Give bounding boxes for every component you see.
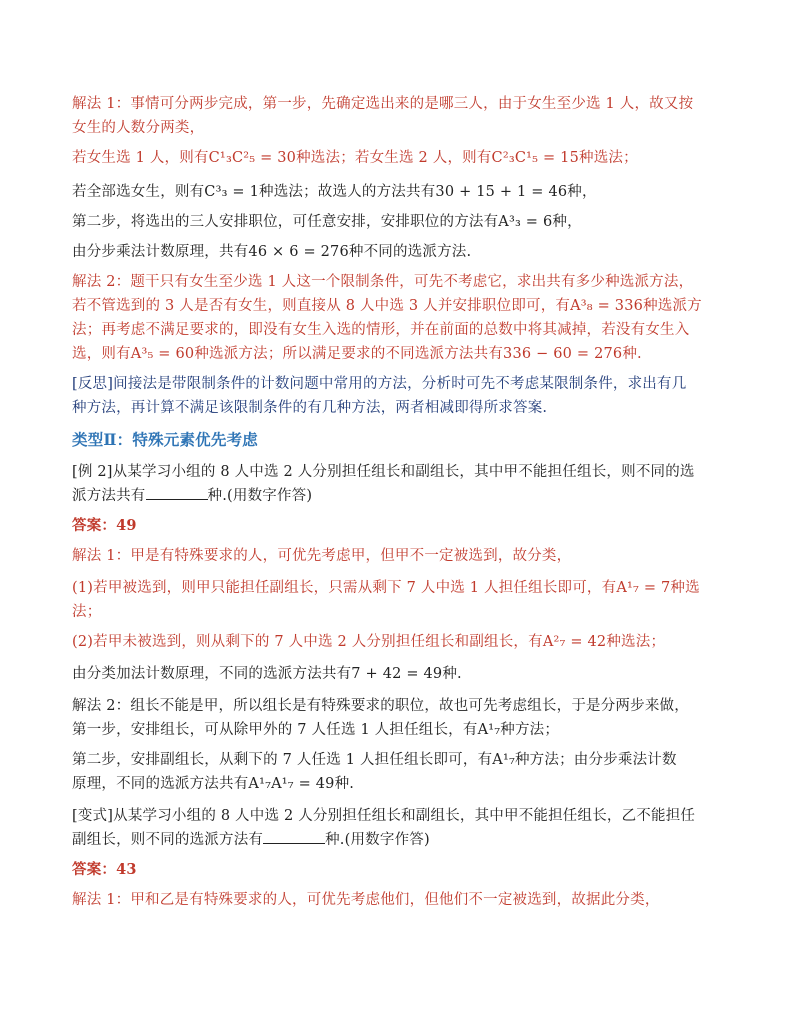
example2-line2 — [72, 484, 732, 508]
solution2-line2: 若不管选到的 3 人是否有女生，则直接从 8 人中选 3 人并安排职位即可，有A³₈ = 336种选派方 — [72, 298, 702, 314]
ex2-solution1-case2: (2)若甲未被选到，则从剩下的 7 人中选 2 人分别担任组长和副组长，有A²₇ = 42种选法； — [72, 634, 666, 650]
solution2-line1: 解法 2：题干只有女生至少选 1 人这一个限制条件，可先不考虑它，求出共有多少种选派方法， — [72, 274, 694, 290]
ex2-solution2-line2: 第一步，安排组长，可从除甲外的 7 人任选 1 人担任组长，有A¹₇种方法； — [72, 722, 560, 738]
answer-blank — [263, 829, 325, 844]
solution1-line4: 若全部选女生，则有C³₃ = 1种选法；故选人的方法共有30 + 15 + 1 = 46种， — [72, 184, 597, 200]
variant-text-before-blank: 副组长，则不同的选派方法有 — [72, 832, 264, 848]
answer-variant: 答案：43 — [72, 861, 137, 878]
variant-line2 — [72, 828, 732, 852]
example2-text-after-blank: 种.(用数字作答) — [207, 488, 313, 504]
variant-text-after-blank: 种.(用数字作答) — [325, 832, 430, 848]
solution1-line3: 若女生选 1 人，则有C¹₃C²₅ = 30种选法；若女生选 2 人，则有C²₃C¹₅ = 15种选法； — [72, 150, 638, 166]
solution1-line1: 解法 1：事情可分两步完成，第一步，先确定选出来的是哪三人，由于女生至少选 1 人，故又按 — [72, 96, 694, 112]
answer-blank — [146, 485, 208, 500]
reflection-line1: [反思]间接法是带限制条件的计数问题中常用的方法，分析时可先不考虑某限制条件，求出有几 — [72, 376, 687, 392]
ex2-solution1-line1: 解法 1：甲是有特殊要求的人，可优先考虑甲，但甲不一定被选到，故分类， — [72, 548, 572, 564]
ex2-solution2-line1: 解法 2：组长不能是甲，所以组长是有特殊要求的职位，故也可先考虑组长，于是分两步来做， — [72, 698, 689, 714]
solution1-line2: 女生的人数分两类， — [72, 120, 205, 136]
ex2-solution1-conclusion: 由分类加法计数原理，不同的选派方法共有7 + 42 = 49种. — [72, 666, 462, 682]
answer-example2: 答案：49 — [72, 517, 137, 534]
ex2-solution2-line3: 第二步，安排副组长，从剩下的 7 人任选 1 人担任组长即可，有A¹₇种方法；由分步乘法计数 — [72, 752, 677, 768]
example2-text-before-blank: 派方法共有 — [72, 488, 146, 504]
variant-solution1-line1: 解法 1：甲和乙是有特殊要求的人，可优先考虑他们，但他们不一定被选到，故据此分类， — [72, 892, 660, 908]
section-heading-type2: 类型Ⅱ：特殊元素优先考虑 — [72, 430, 258, 449]
solution2-line4: 选，则有A³₅ = 60种选派方法；所以满足要求的不同选派方法共有336 − 60 = 276种. — [72, 346, 642, 362]
solution2-line3: 法；再考虑不满足要求的，即没有女生入选的情形，并在前面的总数中将其减掉，若没有女生入 — [72, 322, 690, 338]
reflection-line2: 种方法，再计算不满足该限制条件的有几种方法，两者相减即得所求答案. — [72, 400, 548, 416]
solution1-line5: 第二步，将选出的三人安排职位，可任意安排，安排职位的方法有A³₃ = 6种， — [72, 214, 582, 230]
ex2-solution1-case1-line2: 法； — [72, 604, 102, 620]
solution1-line6: 由分步乘法计数原理，共有46 × 6 = 276种不同的选派方法. — [72, 244, 472, 260]
ex2-solution2-line4: 原理，不同的选派方法共有A¹₇A¹₇ = 49种. — [72, 776, 355, 792]
example2-line1: [例 2]从某学习小组的 8 人中选 2 人分别担任组长和副组长，其中甲不能担任组长，则不同的选 — [72, 464, 695, 480]
ex2-solution1-case1-line1: (1)若甲被选到，则甲只能担任副组长，只需从剩下 7 人中选 1 人担任组长即可，有A¹₇ = 7种选 — [72, 580, 700, 596]
variant-line1: [变式]从某学习小组的 8 人中选 2 人分别担任组长和副组长，其中甲不能担任组长，乙不能担任 — [72, 808, 696, 824]
